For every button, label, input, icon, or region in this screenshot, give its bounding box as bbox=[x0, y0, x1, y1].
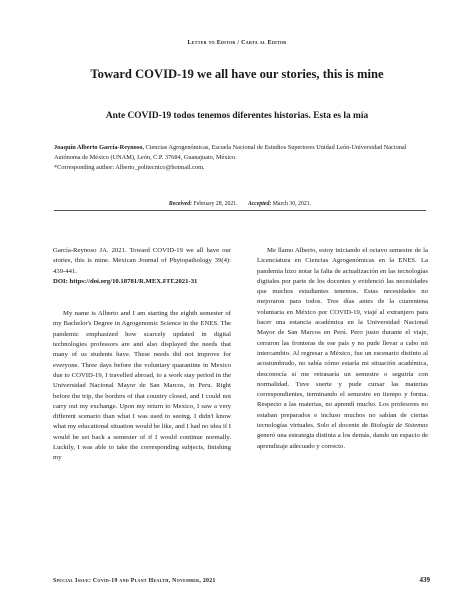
course-name: Biología de Sistemas bbox=[370, 422, 428, 430]
doi-link[interactable]: DOI: https://doi.org/10.18781/R.MEX.FIT.2021-31 bbox=[53, 277, 198, 285]
english-column bbox=[53, 246, 231, 464]
spacer bbox=[53, 287, 231, 309]
footer-issue: Special Issue: Covid-19 and Plant Health, November, 2021 bbox=[53, 578, 216, 584]
author-affiliation: Ciencias Agrogenómicas, Escuela Nacional de Estudios Superiores Unidad León-Universidad Nacional Autónoma de México (UNAM), León, C.P. 37684, Guanajuato, México. bbox=[54, 144, 407, 161]
spanish-column bbox=[257, 246, 428, 452]
spanish-text-part1: Me llamo Alberto, estoy iniciando el octavo semestre de la Licenciatura en Ciencias Agrogenómicas en la ENES. La pandemia hizo notar la falta de actualización en las tecnologías digitales por parte de los docentes y evidenció las necesidades que muchos estudiantes tenemos. Estas necesidades no mejoraron para todos. Tres días antes de la cuarentena voluntaria en México por COVID-19, viajé al extranjero para hacer una estancia académica en la Universidad Nacional Mayor de San Marcos en Perú. Pero justo durante el viaje, cerraron las fronteras de ese país y no pude llevar a cabo mi intercambio. Al regresar a México, fue un escenario distinto al acostumbrado, no sabía cómo estaría mi situación académica, desconocía si me retrasaría un semestre o seguiría con normalidad. Tuve suerte y pude cursar las materias correspondientes, terminando el semestre en tiempo y forma. Respecto a las materias, no aprendí mucho. Los profesores no estaban preparados e incluso muchos no sabían de ciertas tecnologías virtuales. Solo el docente de bbox=[257, 247, 428, 430]
corresponding-author: *Corresponding author: Alberto_politecnico@hotmail.com. bbox=[54, 163, 205, 171]
author-block bbox=[54, 143, 426, 172]
citation bbox=[53, 246, 231, 287]
article-title-english: Toward COVID-19 we all have our stories, this is mine bbox=[90, 67, 384, 81]
article-dates bbox=[54, 201, 426, 207]
body-paragraph-english: My name is Alberto and I am starting the eighth semester of my Bachelor's Degree in Agrogenomic Science in the ENES. The pandemic emphasized how scarcely updated in digital technologies professors are and also displayed the needs that many of us students have. These needs did not improve for everyone. Three days before the voluntary quarantine in Mexico due to COVID-19, I travelled abroad, to a work stay period in the Universidad Nacional Mayor de San Marcos, in Peru. Right before the trip, the borders of that country closed, and I could not carry out my exchange. Upon my return to Mexico, I saw a very different scenario than what I was used to seeing. I didn't know what my educational situation would be like, and I had no idea if I would be set back a semester of if I would continue normally. Luckily, I was able to take the corresponding subjects, finishing my bbox=[53, 310, 231, 462]
body-paragraph-spanish bbox=[257, 246, 428, 452]
article-title-spanish: Ante COVID-19 todos tenemos diferentes historias. Esta es la mía bbox=[105, 111, 369, 121]
received-date: February 28, 2021. bbox=[193, 201, 238, 207]
spanish-text-part2: generó una estrategia distinta a los demás, dando un espacio de aprendizaje adecuado y correcto. bbox=[257, 432, 428, 450]
accepted-date: March 30, 2021. bbox=[272, 201, 312, 207]
received-label: Received: bbox=[168, 201, 193, 207]
section-label: Letter to Editor / Carta al Editor bbox=[187, 40, 287, 46]
header-divider bbox=[54, 210, 426, 211]
accepted-label: Accepted: bbox=[247, 201, 272, 207]
author-name: Joaquín Alberto García-Reynoso, bbox=[54, 144, 144, 151]
citation-text: García-Reynoso JA. 2021. Toward COVID-19 we all have our stories, this is mine. Mexican Journal of Phytopathology 39(4): 439-441. bbox=[53, 247, 231, 275]
page-number: 439 bbox=[419, 576, 430, 584]
